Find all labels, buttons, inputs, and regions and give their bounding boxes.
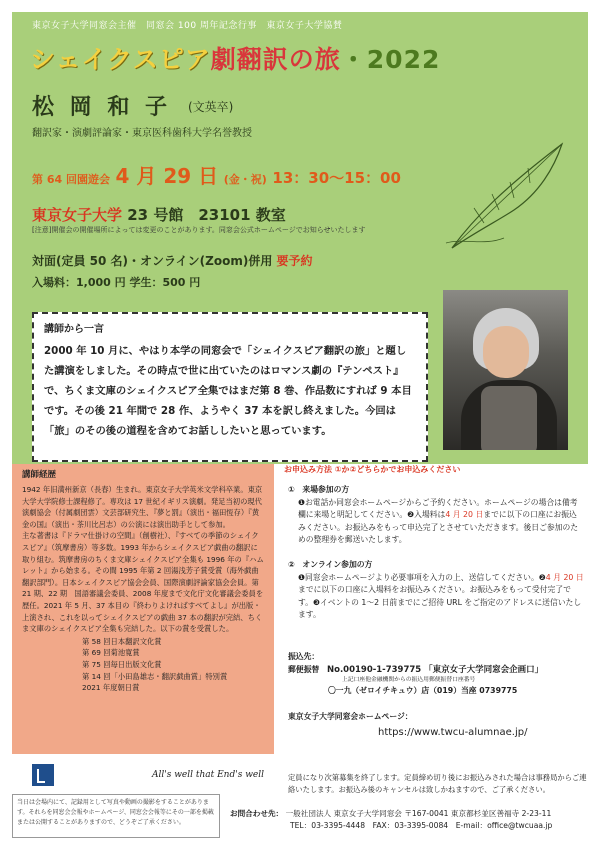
quill-pen-icon (444, 138, 574, 253)
section-online (288, 559, 584, 622)
title-part-translation-journey: 劇翻訳の旅 (210, 45, 341, 74)
organizers-line: 東京女子大学同窓会主催 同窓会 100 周年記念行事 東京女子大学協賛 (32, 21, 343, 31)
attendance-format (32, 252, 313, 269)
contact-fax: FAX：03-3395-0084 (372, 821, 449, 830)
award-item: 第 75 回毎日出版文化賞 (82, 659, 162, 669)
title-part-shakespeare: シェイクスピア (30, 45, 211, 74)
message-heading: 講師から一言 (44, 324, 104, 335)
title-part-year: ・2022 (340, 45, 441, 74)
section-online-body (288, 572, 584, 622)
section-in-person (288, 484, 584, 547)
speaker-photo (443, 290, 568, 450)
award-item: 第 58 回日本翻訳文化賞 (82, 636, 162, 646)
meeting-time: 13：30～15：00 (272, 169, 401, 187)
homepage-link[interactable]: https://www.twcu-alumnae.jp/ (378, 726, 528, 738)
admission-fee: 入場料：1,000 円 学生：500 円 (32, 276, 201, 289)
online-text-b: までに以下の口座に入場料をお振込みください。お振込みをもって受付完了です。❸イベントの 1～2 日前までにご招待 URL をご指定のアドレスに送信いたします。 (298, 585, 582, 619)
bio-heading: 講師経歴 (22, 470, 57, 480)
photography-notice: 当日は会場内にて、記録用として写真や動画の撮影をすることがあります。それらを同窓会会報やホームページ、同窓会会報等にその一部を掲載または公開することがありますので、どうぞご了承ください。 (12, 794, 220, 838)
application-panel (284, 464, 588, 754)
contact-label: お問合わせ先： (230, 809, 284, 818)
venue-room: 23 号館 23101 教室 (127, 206, 286, 224)
alumnae-logo-icon (32, 764, 54, 786)
contact-email[interactable]: E-mail：office@twcuaa.jp (455, 821, 553, 830)
contact-info (230, 808, 590, 832)
lecturer-message-box (32, 312, 428, 462)
bank-account-label: 郵便振替 (288, 664, 320, 674)
speaker-alumna-note: (文英卒) (188, 100, 234, 114)
meeting-weekday: (金・祝) (223, 173, 267, 186)
section-in-person-body (288, 497, 584, 547)
meeting-date: 4 月 29 日 (115, 164, 219, 188)
tagline: All's well that End's well (152, 770, 264, 780)
homepage-label: 東京女子大学同窓会ホームページ： (288, 712, 413, 721)
bank-alt-account: 〇一九（ゼロイチキュウ）店（019）当座 0739775 (328, 686, 518, 695)
bank-account-number: No.00190-1-739775 「東京女子大学同窓会企画口」 (326, 664, 544, 675)
bank-note: 上記口座他金融機関からの振込用郵便振替口座番号 (342, 677, 476, 683)
venue-place: 東京女子大学 (32, 206, 123, 224)
reservation-required: 要予約 (276, 254, 313, 268)
contact-line-1 (230, 808, 590, 820)
homepage-info (288, 711, 584, 742)
award-item: 第 69 回菊池寛賞 (82, 648, 140, 658)
awards-list (22, 636, 264, 694)
bank-info (288, 651, 584, 698)
application-heading: お申込み方法 ①か②どちらかでお申込みください (284, 465, 461, 474)
bio-paragraph-2: 主な著書は『ドラマ仕掛けの空間』（創樹社）、『すべての季節のシェイクスピア』（筑摩書房）等多数。1993 年からシェイクスピア戯曲の翻訳に取り組む。筑摩書房のちくま文庫シェイクスピア全集も 1996 年の『ハムレット』から始まる。その間 1995 年第 2 回湯浅芳子賞受賞（海外戯曲翻訳部門）。日本シェイクスピア協会会員、国際演劇評論家協会会員。第 21 期、22 期 国語審議会委員、2008 年度まで文化庁文化審議会委員を歴任。2021 年 5 月、37 本目の『終わりよければすべてよし』が出版・上演され、これを以ってシェイクスピアの戯曲 37 本の翻訳が完結、ちくま文庫のシェイクスピア全集も完結した。以下の賞を受賞した。 (22, 531, 264, 634)
meeting-datetime (32, 160, 401, 189)
in-person-text-a: ❶お電話か同窓会ホームページからご予約ください。ホームページの場合は備考欄に来場と明記してください。❷入場料は (298, 497, 578, 519)
speaker-biography-panel (12, 464, 274, 754)
contact-line-2 (230, 820, 590, 832)
section-in-person-title: ① 来場参加の方 (288, 485, 350, 494)
bank-account-line (288, 664, 584, 677)
in-person-deadline: 4 月 20 日 (445, 510, 484, 519)
contact-address: 〒167-0041 東京都杉並区善福寺 2-23-11 (404, 809, 552, 818)
closing-note: 定員になり次第募集を終了します。定員締め切り後にお振込みされた場合は事務局からご連絡いたします。お振込み後のキャンセルは致しかねますので、ご了承ください。 (288, 773, 587, 794)
bio-paragraph-1: 1942 年旧満州新京（長春）生まれ。東京女子大学英米文学科卒業。東京大学大学院修士課程修了。専攻は 17 世紀イギリス演劇。発足当初の現代演劇協会（付属劇団雲）文芸部研究生、『夢と罰』（演出・福田恆存）『黄金の国』（演出・茶川比呂志）の公演には演出助手として参加。 (22, 485, 263, 529)
section-online-title: ② オンライン参加の方 (288, 560, 373, 569)
contact-org: 一般社団法人 東京女子大学同窓会 (285, 809, 402, 818)
bank-label: 振込先： (288, 652, 320, 661)
award-item: 第 14 回「小田島雄志・翻訳戯曲賞」特別賞 (82, 671, 228, 681)
message-body: 2000 年 10 月に、やはり本学の同窓会で「シェイクスピア翻訳の旅」と題した講演をしました。その時点で世に出ていたのはロマンス劇の『テンペスト』で、ちくま文庫のシェイクスピア全集ではまだ第 8 巻、作品数にすれば 9 本目です。その後 21 年間で 28 作、ようやく 37 本を訳し終えました。今回は「旅」のその後の道程を含めてお話ししたいと思っています。 (44, 345, 412, 437)
speaker-name: 松 岡 和 子 (32, 95, 171, 120)
format-text: 対面(定員 50 名)・オンライン(Zoom)併用 (32, 254, 273, 268)
speaker-titles: 翻訳家・演劇評論家・東京医科歯科大学名誉教授 (32, 128, 252, 139)
meeting-index: 第 64 回園遊会 (32, 173, 110, 186)
online-deadline: 4 月 20 日 (545, 572, 584, 582)
bio-text (22, 484, 264, 635)
venue (32, 204, 286, 225)
contact-tel: TEL：03-3395-4448 (290, 821, 366, 830)
award-item: 2021 年度朝日賞 (82, 683, 140, 693)
venue-note: [注意]開催会の開催場所によっては変更のことがあります。同窓会公式ホームページでお知らせいたします (32, 226, 366, 234)
online-text-a: ❶同窓会ホームページより必要事項を入力の上、送信してください。❷ (298, 572, 546, 582)
in-person-text-b: までに以下の口座にお振込みください。お振込みをもって申込完了とさせていただきます。後日ご参加のための整理券を郵送いたします。 (298, 510, 579, 544)
event-title (30, 40, 440, 76)
